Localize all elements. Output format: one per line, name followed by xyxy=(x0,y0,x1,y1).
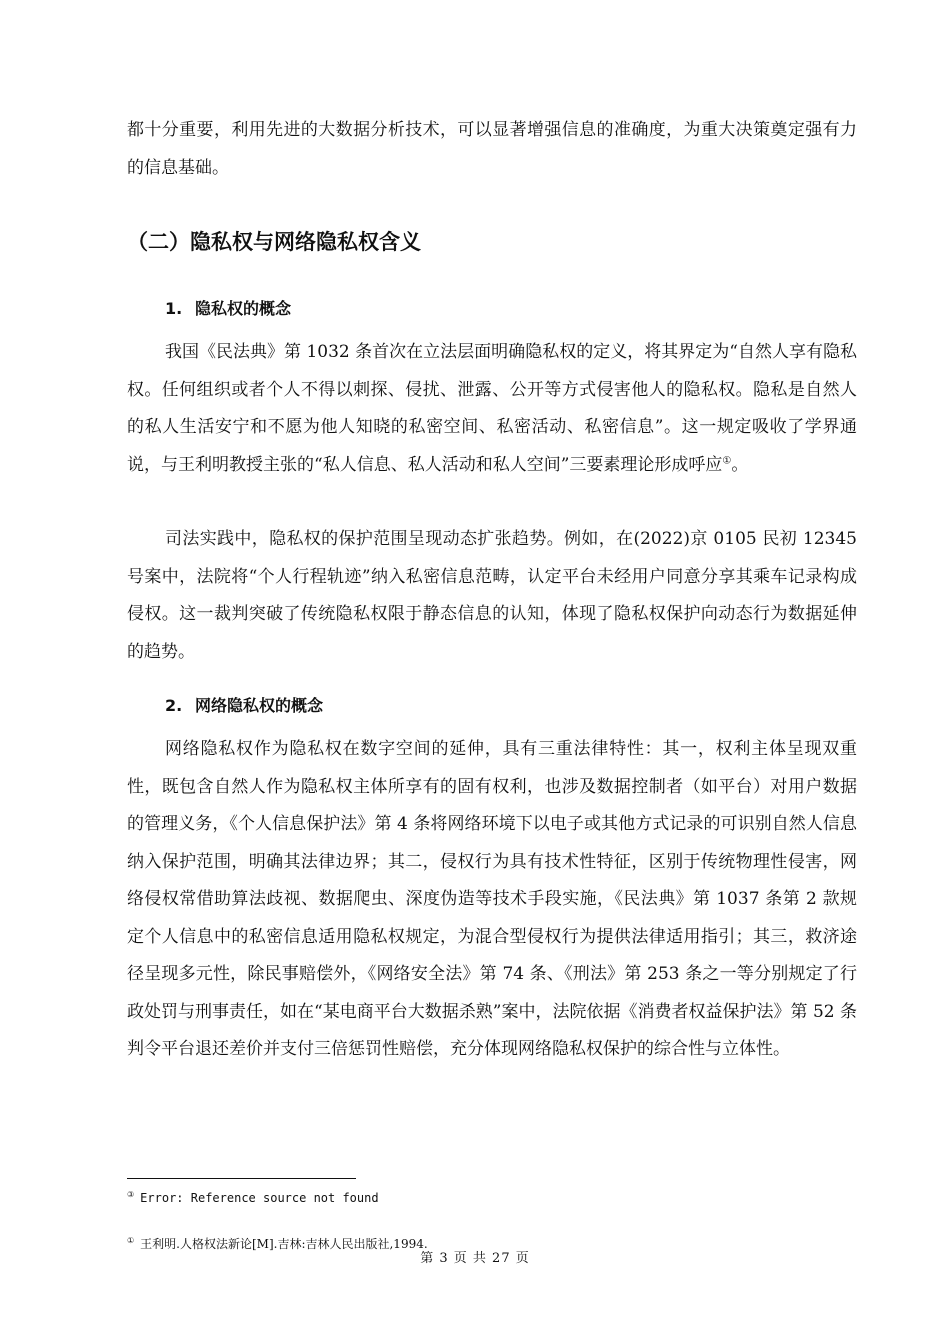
subheading-privacy-concept xyxy=(165,298,291,320)
page-number-footer: 第 3 页 共 27 页 xyxy=(420,1251,530,1266)
footnote-text: 王利明.人格权法新论[M].吉林:吉林人民出版社,1994. xyxy=(140,1237,428,1251)
paragraph-text: 我国《民法典》第 1032 条首次在立法层面明确隐私权的定义，将其界定为“自然人享有隐私权。任何组织或者个人不得以刺探、侵扰、泄露、公开等方式侵害他人的隐私权。隐私是自然人的私人生活安宁和不愿为他人知晓的私密空间、私密活动、私密信息”。这一规定吸收了学界通说，与王利明教授主张的“私人信息、私人活动和私人空间”三要素理论形成呼应 xyxy=(127,342,857,475)
paragraph-network-privacy: 网络隐私权作为隐私权在数字空间的延伸，具有三重法律特性：其一，权利主体呈现双重性，既包含自然人作为隐私权主体所享有的固有权利，也涉及数据控制者（如平台）对用户数据的管理义务，《个人信息保护法》第 4 条将网络环境下以电子或其他方式记录的可识别自然人信息纳入保护范围，明确其法律边界；其二，侵权行为具有技术性特征，区别于传统物理性侵害，网络侵权常借助算法歧视、数据爬虫、深度伪造等技术手段实施，《民法典》第 1037 条第 2 款规定个人信息中的私密信息适用隐私权规定，为混合型侵权行为提供法律适用指引；其三，救济途径呈现多元性，除民事赔偿外，《网络安全法》第 74 条、《刑法》第 253 条之一等分别规定了行政处罚与刑事责任，如在“某电商平台大数据杀熟”案中，法院依据《消费者权益保护法》第 52 条判令平台退还差价并支付三倍惩罚性赔偿，充分体现网络隐私权保护的综合性与立体性。 xyxy=(127,739,857,1059)
subheading-title: 隐私权的概念 xyxy=(195,299,292,318)
footnote-separator xyxy=(127,1178,356,1179)
footnote-error xyxy=(127,1190,379,1206)
footnote-mark: ③ xyxy=(127,1190,135,1199)
footnote-mark: ① xyxy=(127,1236,135,1245)
paragraph-privacy-definition xyxy=(127,334,857,484)
paragraph-continuation: 都十分重要，利用先进的大数据分析技术，可以显著增强信息的准确度，为重大决策奠定强有力的信息基础。 xyxy=(127,120,857,178)
subheading-number: 2. xyxy=(165,696,183,715)
subheading-network-privacy-concept xyxy=(165,695,323,717)
paragraph-end: 。 xyxy=(731,454,749,475)
footnote-text: Error: Reference source not found xyxy=(140,1191,379,1205)
paragraph-judicial-practice: 司法实践中，隐私权的保护范围呈现动态扩张趋势。例如，在(2022)京 0105 民初 12345 号案中，法院将“个人行程轨迹”纳入私密信息范畴，认定平台未经用户同意分享其乘车记录构成侵权。这一裁判突破了传统隐私权限于静态信息的认知，体现了隐私权保护向动态行为数据延伸的趋势。 xyxy=(127,529,857,662)
subheading-title: 网络隐私权的概念 xyxy=(195,696,324,715)
footnote-citation xyxy=(127,1236,428,1252)
section-heading: （二）隐私权与网络隐私权含义 xyxy=(127,230,421,254)
footnote-reference[interactable]: ① xyxy=(722,454,732,466)
subheading-number: 1. xyxy=(165,299,183,318)
